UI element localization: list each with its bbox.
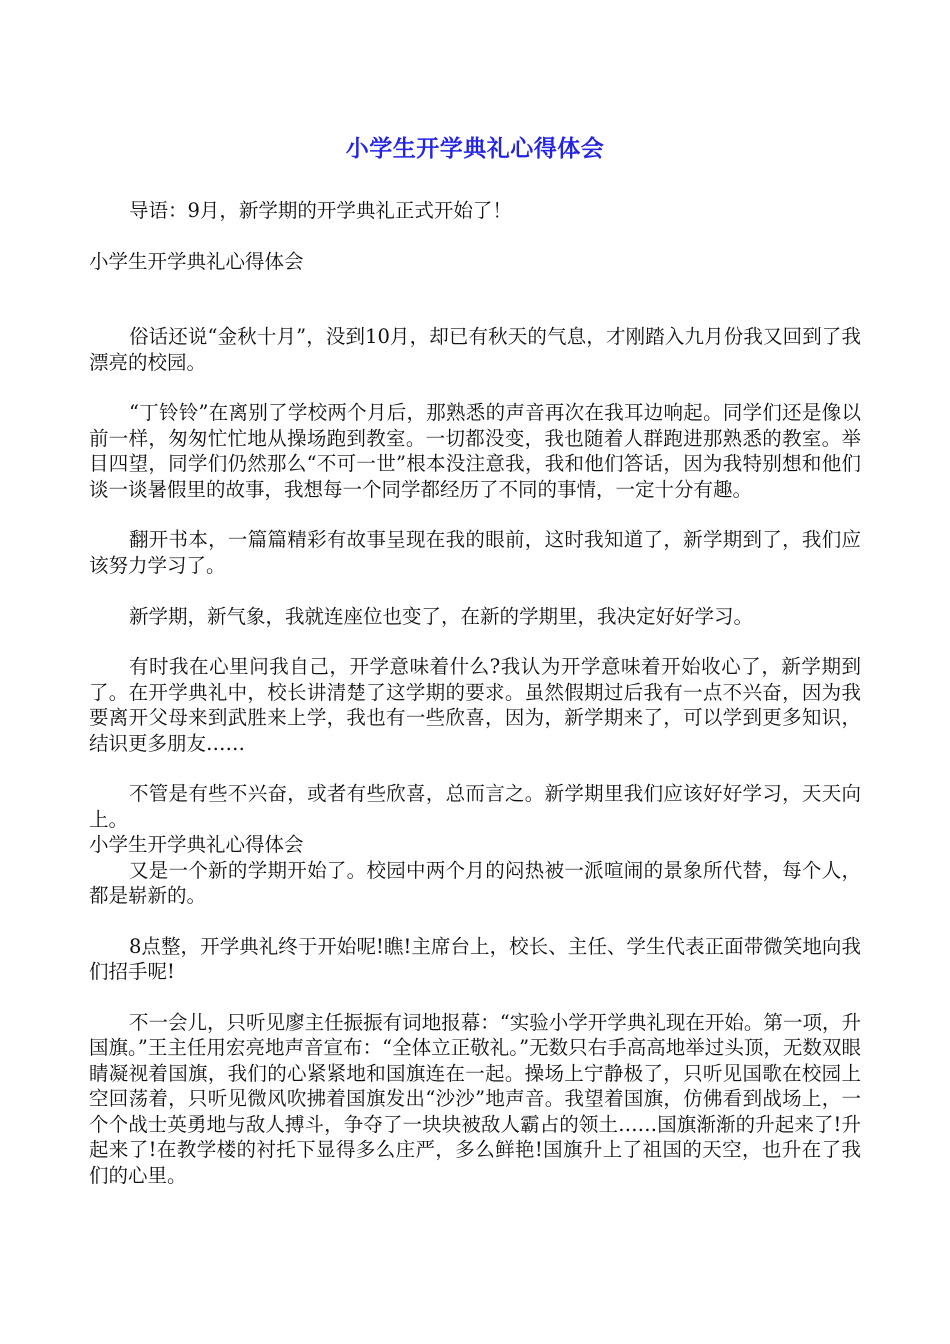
body-paragraph: “丁铃铃”在离别了学校两个月后，那熟悉的声音再次在我耳边响起。同学们还是像以前一样，匆匆忙忙地从操场跑到教室。一切都没变，我也随着人群跑进那熟悉的教室。举目四望，同学们仍然那么“不可一世”根本没注意我，我和他们答话，因为我特别想和他们谈一谈暑假里的故事，我想每一个同学都经历了不同的事情，一定十分有趣。 xyxy=(89,401,861,501)
section-heading: 小学生开学典礼心得体会 xyxy=(89,833,304,857)
intro-paragraph: 导语：9月，新学期的开学典礼正式开始了！ xyxy=(128,199,512,222)
body-paragraph: 又是一个新的学期开始了。校园中两个月的闷热被一派喧闹的景象所代替，每个人，都是崭新的。 xyxy=(89,858,861,908)
body-paragraph: 翻开书本，一篇篇精彩有故事呈现在我的眼前，这时我知道了，新学期到了，我们应该努力学习了。 xyxy=(89,528,861,577)
body-paragraph: 新学期，新气象，我就连座位也变了，在新的学期里，我决定好好学习。 xyxy=(128,604,753,628)
body-paragraph: 不一会儿，只听见廖主任振振有词地报幕：“实验小学开学典礼现在开始。第一项，升国旗。”王主任用宏亮地声音宣布：“全体立正敬礼。”无数只右手高高地举过头顶，无数双眼睛凝视着国旗，我们的心紧紧地和国旗连在一起。操场上宁静极了，只听见国歌在校园上空回荡着，只听见微风吹拂着国旗发出“沙沙”地声音。我望着国旗，仿佛看到战场上，一个个战士英勇地与敌人搏斗，争夺了一块块被敌人霸占的领土……国旗渐渐的升起来了!升起来了!在教学楼的衬托下显得多么庄严，多么鲜艳!国旗升上了祖国的天空，也升在了我们的心里。 xyxy=(89,1011,861,1187)
body-paragraph: 不管是有些不兴奋，或者有些欣喜，总而言之。新学期里我们应该好好学习，天天向上。 xyxy=(89,782,861,831)
section-heading: 小学生开学典礼心得体会 xyxy=(89,249,304,273)
body-paragraph: 俗话还说“金秋十月”，没到10月，却已有秋天的气息，才刚踏入九月份我又回到了我漂亮的校园。 xyxy=(89,325,861,374)
document-title: 小学生开学典礼心得体会 xyxy=(345,136,605,162)
document-body xyxy=(89,198,861,1213)
body-paragraph: 8点整，开学典礼终于开始呢!瞧!主席台上，校长、主任、学生代表正面带微笑地向我们招手呢! xyxy=(89,934,861,984)
body-paragraph: 有时我在心里问我自己，开学意味着什么?我认为开学意味着开始收心了，新学期到了。在开学典礼中，校长讲清楚了这学期的要求。虽然假期过后我有一点不兴奋，因为我要离开父母来到武胜来上学，我也有一些欣喜，因为，新学期来了，可以学到更多知识，结识更多朋友…… xyxy=(89,655,861,755)
